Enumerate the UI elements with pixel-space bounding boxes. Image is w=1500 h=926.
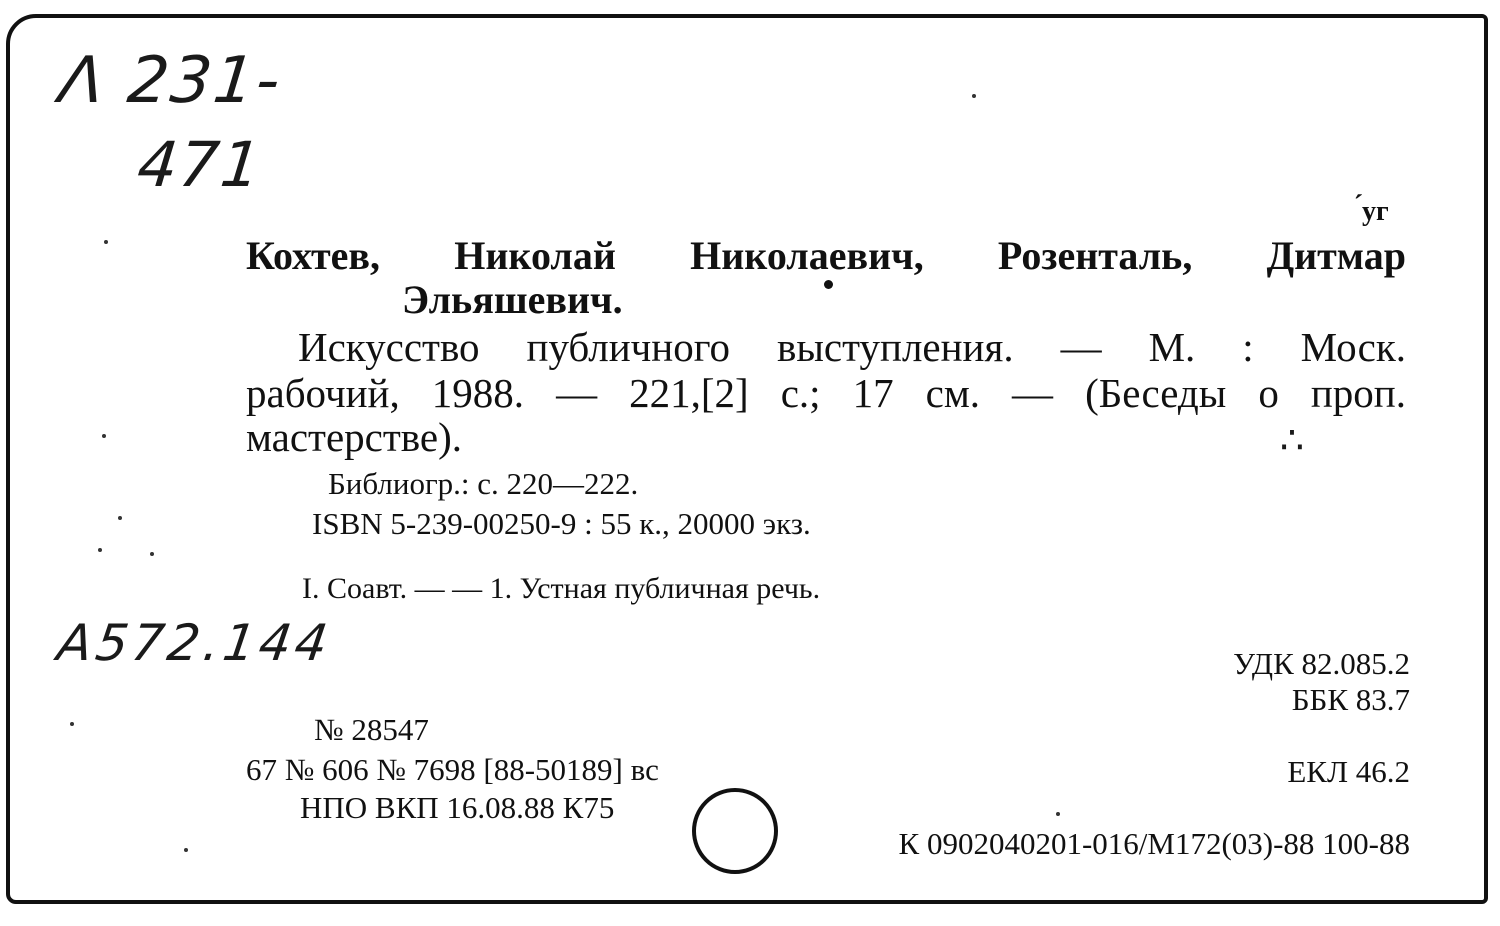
circle-stamp	[692, 788, 778, 874]
udk-classification: УДК 82.085.2	[1233, 646, 1410, 681]
speck	[972, 94, 976, 98]
speck	[104, 240, 108, 244]
isbn-line: ISBN 5-239-00250-9 : 55 к., 20000 экз.	[312, 506, 811, 541]
handwritten-call-number: Λ 231-	[56, 44, 286, 118]
record-number: № 28547	[314, 712, 429, 747]
title-line-3: мастерстве).	[246, 414, 463, 460]
print-order-line: 67 № 606 № 7698 [88-50189] вс	[246, 752, 659, 787]
title-line-1: Искусство публичного выступления. — М. : Моск.	[298, 324, 1406, 370]
speck	[118, 516, 122, 520]
bibliography-note: Библиогр.: с. 220—222.	[328, 466, 639, 501]
publication-code: К 0902040201-016/М172(03)-88 100-88	[898, 826, 1410, 861]
handwritten-margin-mark: ∴	[1280, 418, 1307, 462]
speck	[102, 434, 106, 438]
speck	[1056, 812, 1060, 816]
publisher-line: НПО ВКП 16.08.88 К75	[300, 790, 615, 825]
ekl-classification: ЕКЛ 46.2	[1287, 754, 1410, 789]
speck	[70, 722, 74, 726]
bbk-classification: ББК 83.7	[1291, 682, 1410, 717]
handwritten-inventory-number: A572.144	[53, 614, 336, 672]
author-heading: Кохтев, Николай Николаевич, Розенталь, Дитмар	[246, 233, 1406, 278]
handwritten-call-number-suffix: 471	[134, 128, 267, 201]
tracings-line: I. Соавт. — — 1. Устная публичная речь.	[302, 572, 821, 605]
author-heading-continued: Эльяшевич.	[402, 277, 623, 322]
ink-dot	[824, 280, 833, 289]
speck	[150, 552, 154, 556]
speck	[98, 548, 102, 552]
corner-fragment: ́уг	[1362, 196, 1389, 227]
title-line-2: рабочий, 1988. — 221,[2] с.; 17 см. — (Беседы о проп.	[246, 370, 1406, 416]
speck	[184, 848, 188, 852]
